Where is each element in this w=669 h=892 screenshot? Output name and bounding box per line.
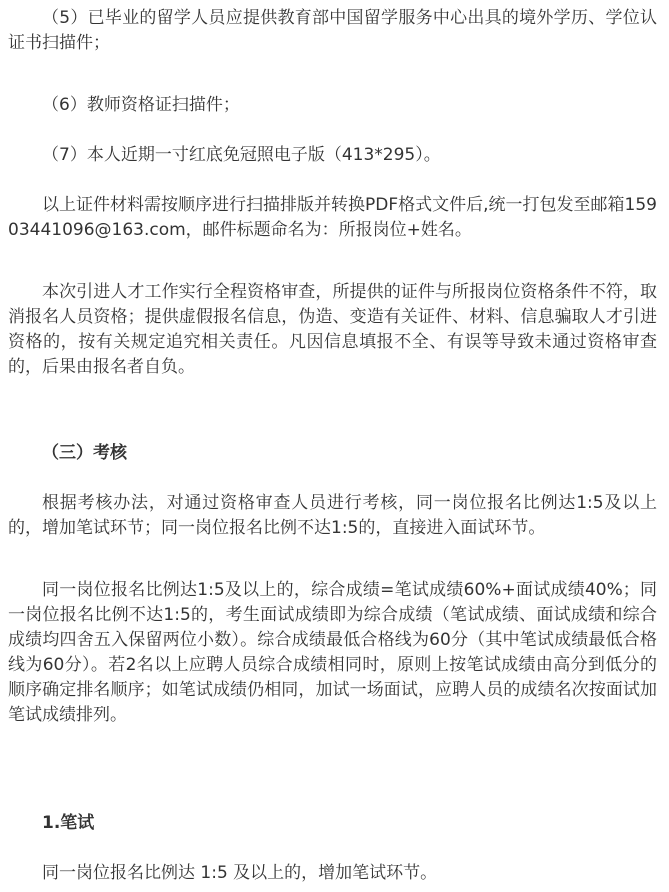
section-heading-written-exam: 1.笔试 <box>42 813 95 833</box>
paragraph-qualification-review: 本次引进人才工作实行全程资格审查，所提供的证件与所报岗位资格条件不符，取消报名人员资格；提供虚假报名信息，伪造、变造有关证件、材料、信息骗取人才引进资格的，按有关规定追究相关责任。凡因信息填报不全、有误等导致未通过资格审查的，后果由报名者自负。 <box>8 282 657 377</box>
paragraph-submission-email: 以上证件材料需按顺序进行扫描排版并转换PDF格式文件后,统一打包发至邮箱15903441096@163.com，邮件标题命名为：所报岗位+姓名。 <box>8 195 657 240</box>
paragraph-score-calculation: 同一岗位报名比例达1:5及以上的，综合成绩=笔试成绩60%+面试成绩40%；同一岗位报名比例不达1:5的，考生面试成绩即为综合成绩（笔试成绩、面试成绩和综合成绩均四舍五入保留两位小数）。综合成绩最低合格线为60分（其中笔试成绩最低合格线为60分）。若2名以上应聘人员综合成绩相同时，原则上按笔试成绩由高分到低分的顺序确定排名顺序；如笔试成绩仍相同，加试一场面试，应聘人员的成绩名次按面试加笔试成绩排列。 <box>8 580 657 725</box>
paragraph-assessment-method: 根据考核办法，对通过资格审查人员进行考核，同一岗位报名比例达1:5及以上的，增加笔试环节；同一岗位报名比例不达1:5的，直接进入面试环节。 <box>8 493 657 538</box>
paragraph-foreign-degree-certificate: （5）已毕业的留学人员应提供教育部中国留学服务中心出具的境外学历、学位认证书扫描件； <box>8 8 657 53</box>
paragraph-photo: （7）本人近期一寸红底免冠照电子版（413*295）。 <box>42 145 441 165</box>
section-heading-assessment: （三）考核 <box>42 443 127 463</box>
paragraph-written-exam-rule: 同一岗位报名比例达 1:5 及以上的，增加笔试环节。 <box>42 863 438 883</box>
paragraph-teacher-qualification: （6）教师资格证扫描件； <box>42 95 240 115</box>
